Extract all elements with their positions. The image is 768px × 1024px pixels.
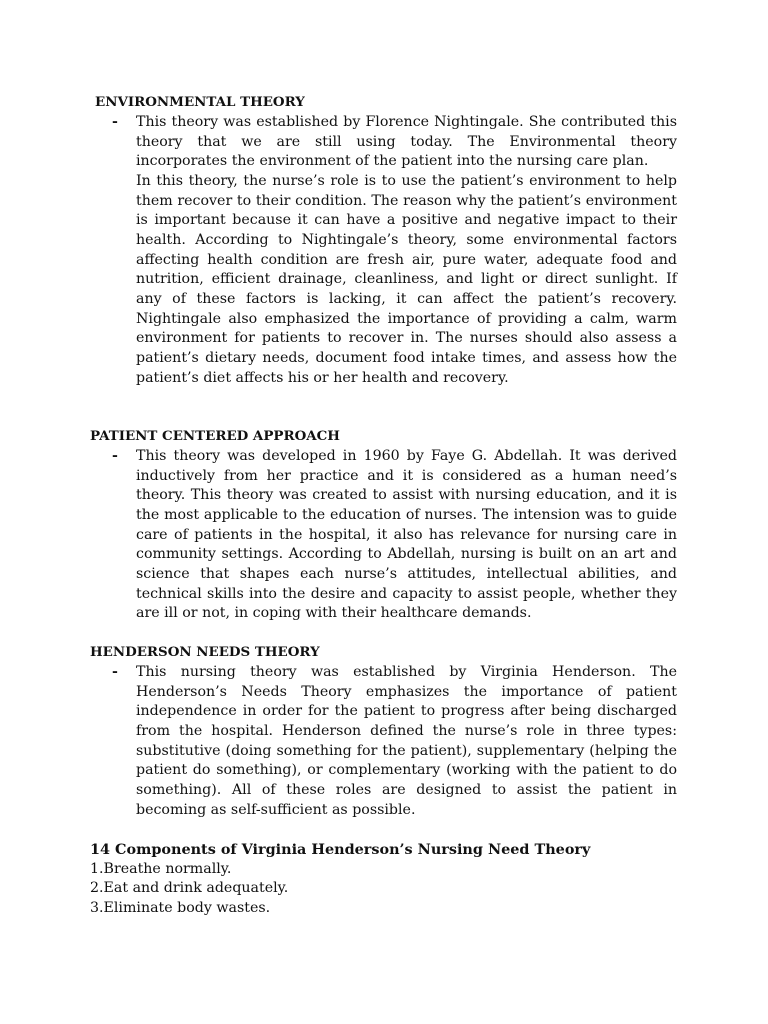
list-item: 1.Breathe normally. <box>90 861 232 877</box>
paragraph-environmental-body: In this theory, the nurse’s role is to use the patient’s environment to help them recover to their condition. The reason why the patient’s environment is important because it can have a positive and negative impact to their health. According to Nightingale’s theory, some environmental factors affecting health condition are fresh air, pure water, adequate food and nutrition, efficient drainage, cleanliness, and light or direct sunlight. If any of these factors is lacking, it can affect the patient’s recovery. Nightingale also emphasized the importance of providing a calm, warm environment for patients to recover in. The nurses should also assess a patient’s dietary needs, document food intake times, and assess how the patient’s diet affects his or her health and recovery. <box>136 173 677 386</box>
list-item: 3.Eliminate body wastes. <box>90 900 271 916</box>
paragraph-patient-centered: This theory was developed in 1960 by Faye G. Abdellah. It was derived inductively from her practice and it is considered as a human need’s theory. This theory was created to assist with nursing education, and it is the most applicable to the education of nurses. The intension was to guide care of patients in the hospital, it also has relevance for nursing care in community settings. According to Abdellah, nursing is built on an art and science that shapes each nurse’s attitudes, intellectual abilities, and technical skills into the desire and capacity to assist people, whether they are ill or not, in coping with their healthcare demands. <box>136 448 677 622</box>
section-heading-patient-centered-approach: PATIENT CENTERED APPROACH <box>90 428 340 444</box>
list-item: 2.Eat and drink adequately. <box>90 880 289 896</box>
bullet-dash: - <box>112 448 118 464</box>
bullet-dash: - <box>112 114 118 130</box>
paragraph-environmental-intro: This theory was established by Florence Nightingale. She contributed this theory that we are still using today. The Environmental theory incorporates the environment of the patient into the nursing care plan. <box>136 114 677 170</box>
section-heading-henderson-needs-theory: HENDERSON NEEDS THEORY <box>90 644 320 660</box>
paragraph-henderson: This nursing theory was established by Virginia Henderson. The Henderson’s Needs Theory emphasizes the importance of patient independence in order for the patient to progress after being discharged from the hospital. Henderson defined the nurse’s role in three types: substitutive (doing something for the patient), supplementary (helping the patient do something), or complementary (working with the patient to do something). All of these roles are designed to assist the patient in becoming as self-sufficient as possible. <box>136 664 677 818</box>
section-heading-environmental-theory: ENVIRONMENTAL THEORY <box>95 94 305 110</box>
bullet-dash: - <box>112 664 118 680</box>
components-heading: 14 Components of Virginia Henderson’s Nursing Need Theory <box>90 841 591 858</box>
